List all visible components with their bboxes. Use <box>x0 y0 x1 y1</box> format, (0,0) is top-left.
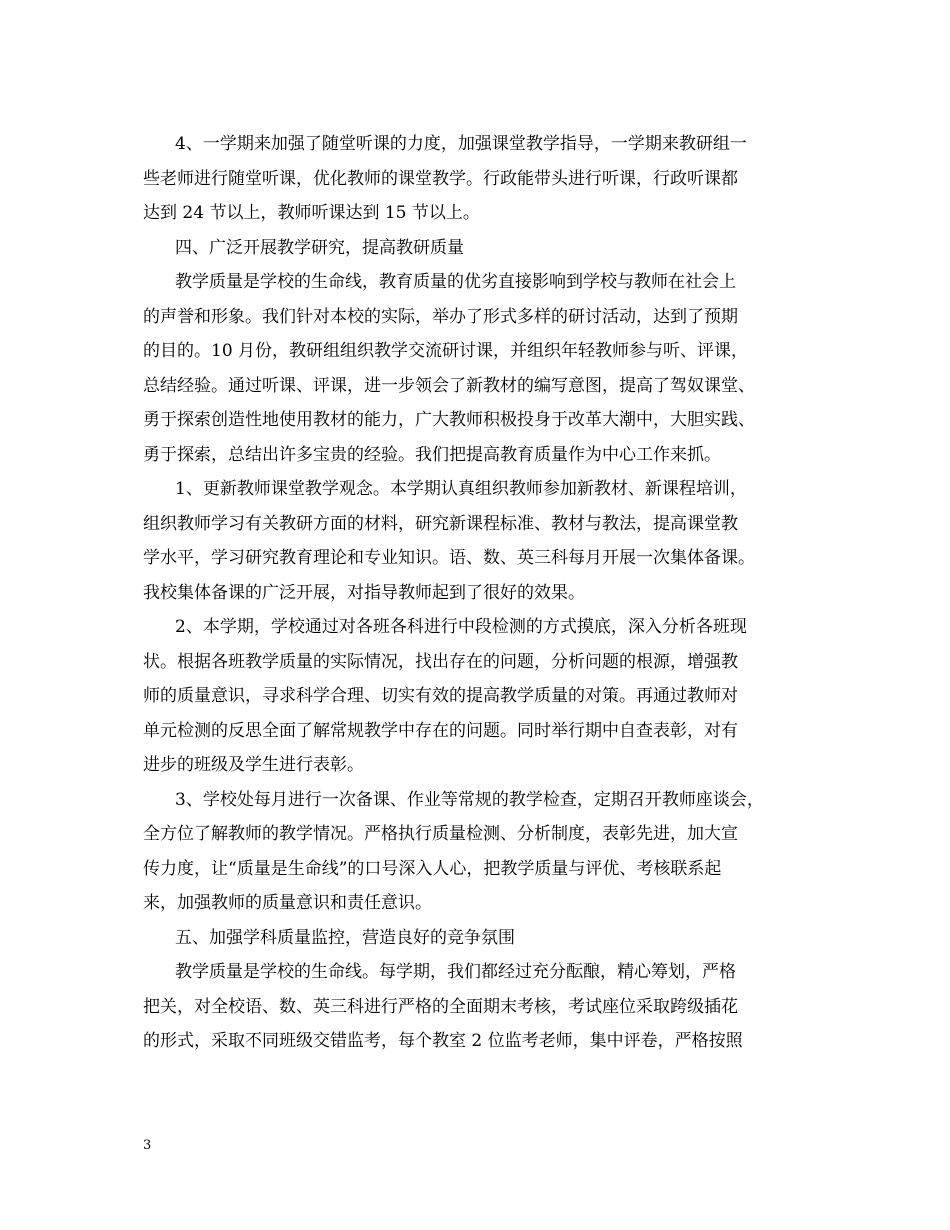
text-line: 来，加强教师的质量意识和责任意识。 <box>143 893 432 913</box>
text-line: 些老师进行随堂听课，优化教师的课堂教学。行政能带头进行听课，行政听课都 <box>143 168 738 189</box>
text-line: 的目的。10 月份，教研组组织教学交流研讨课，并组织年轻教师参与听、评课， <box>143 341 749 361</box>
text-line: 的形式，采取不同班级交错监考，每个教室 2 位监考老师，集中评卷，严格按照 <box>143 1031 743 1051</box>
text-line: 单元检测的反思全面了解常规教学中存在的问题。同时举行期中自查表彰，对有 <box>143 720 738 741</box>
text-line: 教学质量是学校的生命线。每学期，我们都经过充分酝酿，精心筹划，严格 <box>175 962 736 982</box>
text-line: 进步的班级及学生进行表彰。 <box>143 755 364 775</box>
text-line: 把关，对全校语、数、英三科进行严格的全面期末考核，考试座位采取跨级插花 <box>143 996 738 1017</box>
text-line: 五、加强学科质量监控，营造良好的竞争氛围 <box>175 927 515 948</box>
text-line: 勇于探索创造性地使用教材的能力，广大教师积极投身于改革大潮中，大胆实践、 <box>143 410 755 430</box>
text-line: 学水平，学习研究教育理论和专业知识。语、数、英三科每月开展一次集体备课。 <box>143 548 755 568</box>
text-line: 勇于探索，总结出许多宝贵的经验。我们把提高教育质量作为中心工作来抓。 <box>143 444 721 465</box>
text-line: 的声誉和形象。我们针对本校的实际，举办了形式多样的研讨活动，达到了预期 <box>143 306 738 327</box>
text-line: 4、一学期来加强了随堂听课的力度，加强课堂教学指导，一学期来教研组一 <box>175 134 747 154</box>
text-line: 状。根据各班教学质量的实际情况，找出存在的问题，分析问题的根源，增强教 <box>143 651 738 672</box>
text-line: 总结经验。通过听课、评课，进一步领会了新教材的编写意图，提高了驾奴课堂、 <box>143 375 755 396</box>
text-line: 3、学校处每月进行一次备课、作业等常规的教学检查，定期召开教师座谈会， <box>175 789 764 810</box>
text-line: 1、更新教师课堂教学观念。本学期认真组织教师参加新教材、新课程培训， <box>175 479 747 499</box>
text-line: 教学质量是学校的生命线，教育质量的优劣直接影响到学校与教师在社会上 <box>175 272 736 292</box>
page-number: 3 <box>143 1138 152 1153</box>
text-line: 四、广泛开展教学研究，提高教研质量 <box>175 237 464 258</box>
text-line: 全方位了解教师的教学情况。严格执行质量检测、分析制度，表彰先进，加大宣 <box>143 824 738 844</box>
text-line: 达到 24 节以上，教师听课达到 15 节以上。 <box>143 203 480 223</box>
text-line: 2、本学期，学校通过对各班各科进行中段检测的方式摸底，深入分析各班现 <box>175 617 747 637</box>
text-line: 师的质量意识，寻求科学合理、切实有效的提高教学质量的对策。再通过教师对 <box>143 686 738 706</box>
text-line: 传力度，让“质量是生命线”的口号深入人心，把教学质量与评优、考核联系起 <box>143 858 722 879</box>
text-line: 组织教师学习有关教研方面的材料，研究新课程标准、教材与教法，提高课堂教 <box>143 513 738 534</box>
body-text <box>143 127 815 1059</box>
text-line: 我校集体备课的广泛开展，对指导教师起到了很好的效果。 <box>143 582 585 603</box>
